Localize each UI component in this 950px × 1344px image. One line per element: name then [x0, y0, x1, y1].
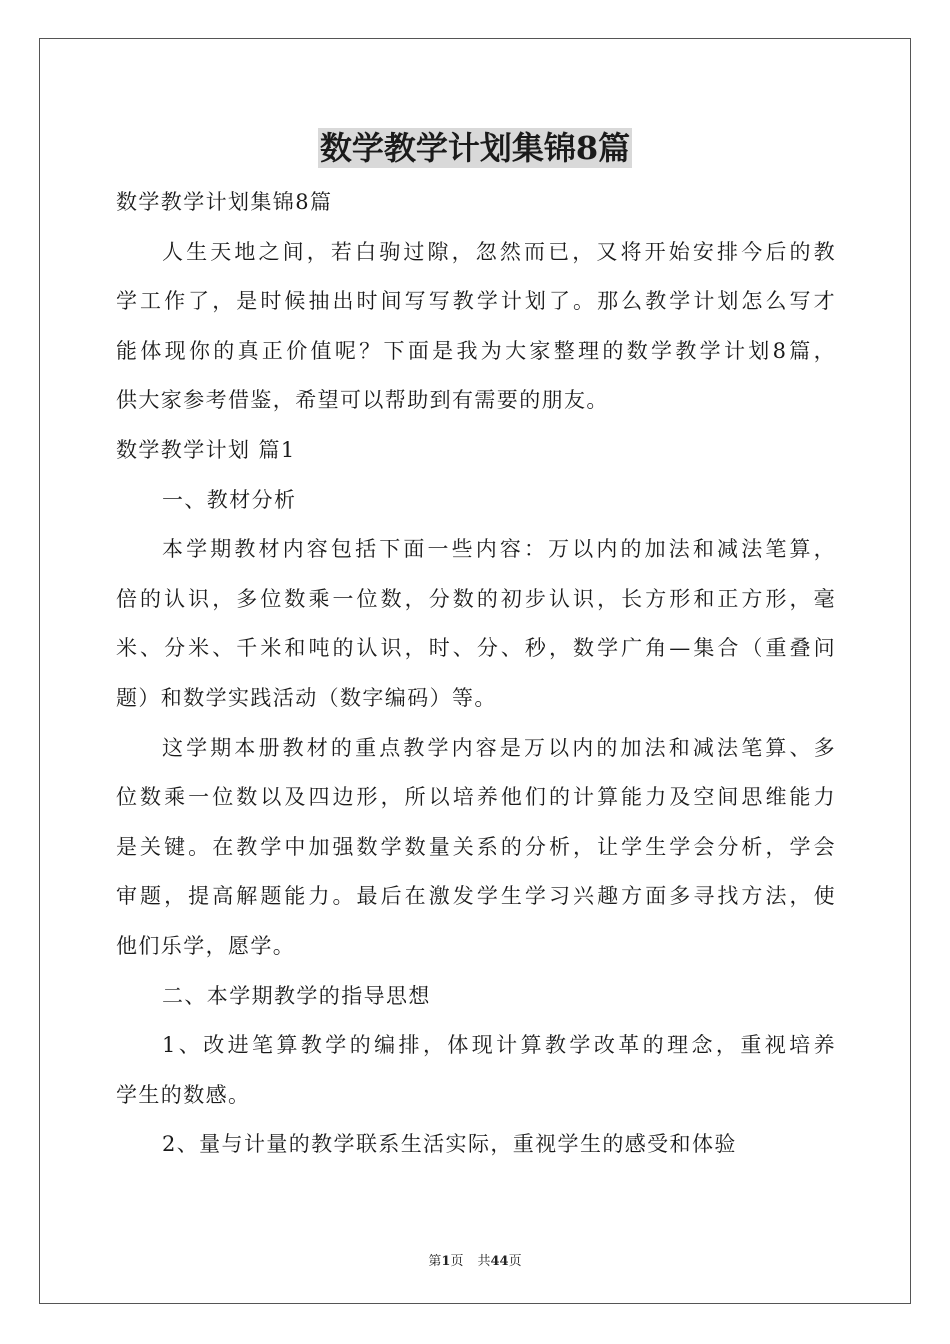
- document-title: 数学教学计划集锦8篇: [319, 129, 631, 167]
- text-line: 2、量与计量的教学联系生活实际，重视学生的感受和体验: [162, 1132, 737, 1157]
- footer-page-suffix: 页: [450, 1254, 464, 1269]
- text-line: 审题，提高解题能力。最后在激发学生学习兴趣方面多寻找方法，使: [116, 884, 836, 909]
- text-line: 米、分米、千米和吨的认识，时、分、秒，数学广角—集合（重叠问: [116, 636, 836, 661]
- text-line: 学生的数感。: [116, 1082, 251, 1107]
- title-container: [0, 128, 950, 168]
- footer-page-prefix: 第: [428, 1254, 442, 1269]
- text-line: 二、本学期教学的指导思想: [162, 983, 431, 1008]
- text-line: 学工作了，是时候抽出时间写写教学计划了。那么教学计划怎么写才: [116, 289, 836, 314]
- text-line: 数学教学计划 篇1: [116, 437, 296, 462]
- footer-total-pages: 44: [490, 1254, 509, 1269]
- footer-total-prefix: 共: [477, 1254, 491, 1269]
- text-line: 这学期本册教材的重点教学内容是万以内的加法和减法笔算、多: [162, 735, 836, 760]
- text-line: 能体现你的真正价值呢？下面是我为大家整理的数学教学计划8篇，: [116, 338, 836, 363]
- page-footer: [0, 1250, 950, 1269]
- footer-total-suffix: 页: [508, 1254, 522, 1269]
- footer-page-number: 1: [441, 1254, 451, 1269]
- text-line: 倍的认识，多位数乘一位数，分数的初步认识，长方形和正方形，毫: [116, 586, 836, 611]
- text-line: 是关键。在教学中加强数学数量关系的分析，让学生学会分析，学会: [116, 834, 836, 859]
- text-line: 人生天地之间，若白驹过隙，忽然而已，又将开始安排今后的教: [162, 239, 836, 264]
- text-line: 本学期教材内容包括下面一些内容：万以内的加法和减法笔算，: [162, 537, 836, 562]
- text-line: 他们乐学，愿学。: [116, 933, 296, 958]
- text-line: 一、教材分析: [162, 487, 297, 512]
- text-line: 题）和数学实践活动（数字编码）等。: [116, 685, 497, 710]
- text-line: 供大家参考借鉴，希望可以帮助到有需要的朋友。: [116, 388, 609, 413]
- document-body: [116, 178, 836, 1170]
- text-line: 1、改进笔算教学的编排，体现计算教学改革的理念，重视培养: [162, 1033, 836, 1058]
- text-line: 数学教学计划集锦8篇: [116, 190, 333, 214]
- text-line: 位数乘一位数以及四边形，所以培养他们的计算能力及空间思维能力: [116, 785, 836, 810]
